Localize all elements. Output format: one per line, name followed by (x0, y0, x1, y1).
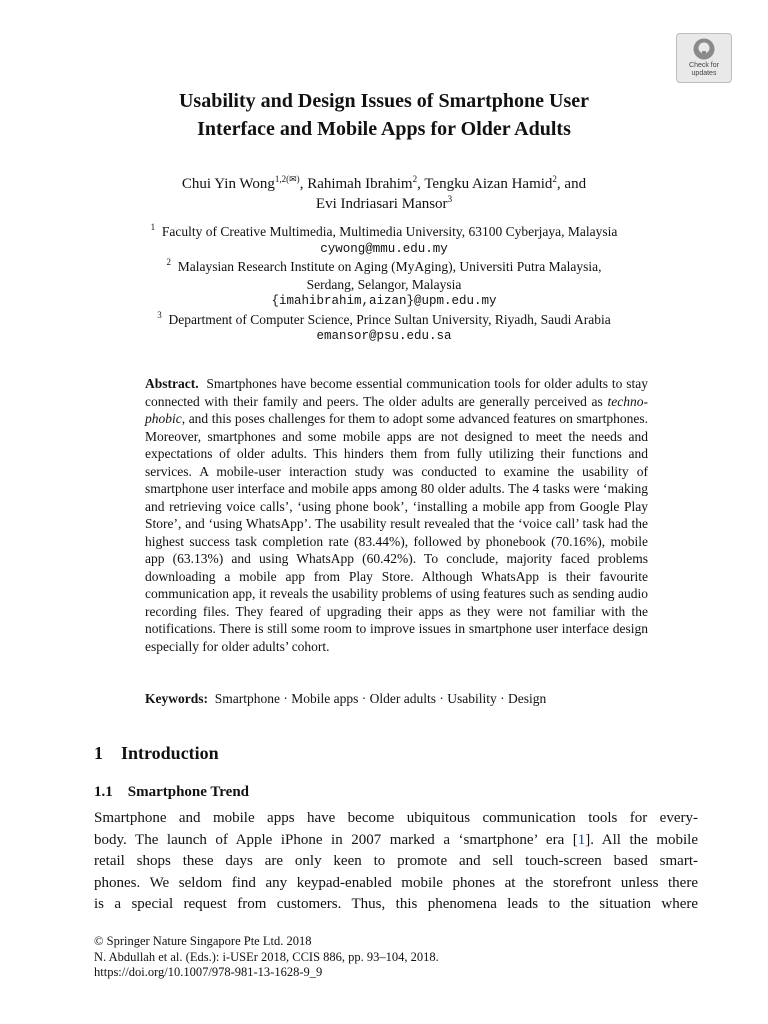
paper-title (60, 87, 708, 143)
author-name: Evi Indriasari Mansor (315, 196, 448, 212)
keywords (145, 690, 648, 708)
copyright-footer (94, 934, 439, 981)
affiliation-text: Malaysian Research Institute on Aging (MyAging), Universiti Putra Malaysia, (177, 259, 602, 274)
affiliation-email-1[interactable]: cywong@mmu.edu.my (320, 241, 448, 256)
affiliations (60, 223, 708, 346)
author-affil-mark: 2 (412, 174, 418, 184)
abstract-text-part2: and this poses challenges for them to adopt some advanced features on smartphones. Moreover, smartphones and some mobile apps are not designed to meet the needs and expectations of older adults. This hinders them from fully utilizing their functions and services. A mobile-user interaction study was conducted to examine the usability of smartphone user interface and mobile apps among 80 older adults. The 4 tasks were ‘making and retrieving voice calls’, ‘using phone book’, ‘installing a mobile app from Google Play Store’, and ‘using WhatsApp’. The usability result revealed that the ‘voice call’ task had the highest success task completion rate (83.44%), followed by phonebook (70.16%), mobile app (63.13%) and using WhatsApp (60.42%). To conclude, majority faced problems downloading a mobile app from Play Store. Although WhatsApp is their favourite communication app, it reveals the usability problems of using features such as sending audio recording files. They feared of upgrading their apps as they were not familiar with the notifications. There is still some room to improve issues in smartphone user interface design especially for older adults’ cohort. (145, 411, 648, 654)
badge-label-line2: updates (691, 70, 717, 77)
author-name: Chui Yin Wong (181, 176, 275, 192)
author-separator: , (417, 176, 425, 192)
body-paragraph (94, 808, 698, 916)
abstract-label: Abstract. (145, 376, 199, 391)
body-text: ]. All the mobile (585, 831, 698, 848)
author-affil-mark: 1,2(✉) (274, 174, 300, 184)
body-line (94, 830, 698, 852)
citation-link[interactable]: 1 (577, 831, 586, 848)
author-name: Rahimah Ibrahim (307, 176, 413, 192)
title-line-1: Usability and Design Issues of Smartphone User (178, 90, 590, 112)
abstract-text-part1: Smartphones have become essential communication tools for older adults to stay connected with their family and peers. The older adults are generally perceived as (145, 376, 649, 409)
subsection-heading (94, 782, 249, 802)
subsection-title: Smartphone Trend (127, 784, 250, 800)
author-name: Tengku Aizan Hamid (424, 176, 553, 192)
author-line-2 (60, 194, 708, 214)
check-for-updates-icon (692, 37, 716, 61)
author-list (60, 174, 708, 214)
body-text: body. The launch of Apple iPhone in 2007 marked a ‘smartphone’ era [ (94, 831, 578, 848)
affiliation-number: 2 (166, 257, 172, 267)
affiliation-email-3[interactable]: emansor@psu.edu.sa (316, 329, 452, 343)
author-affil-mark: 2 (552, 174, 557, 184)
affiliation-text: Faculty of Creative Multimedia, Multimedia University, 63100 Cyberjaya, Malaysia (161, 224, 618, 239)
keywords-label: Keywords: (145, 691, 208, 706)
affiliation-2-cont: Serdang, Selangor, Malaysia (306, 276, 462, 292)
abstract-emphasis: techno-phobic, (145, 393, 648, 426)
section-title: Introduction (121, 743, 219, 763)
footer-doi-link[interactable]: https://doi.org/10.1007/978-981-13-1628-9_9 (94, 965, 323, 979)
body-line: Smartphone and mobile apps have become ubiquitous communication tools for every- (94, 810, 698, 826)
body-line: is a special request from customers. Thus, this phenomena leads to the situation where (94, 896, 698, 912)
author-line-1 (60, 174, 708, 194)
affiliation-text: Department of Computer Science, Prince Sultan University, Riyadh, Saudi Arabia (168, 311, 611, 327)
affiliation-2 (60, 258, 708, 276)
keywords-list: Smartphone · Mobile apps · Older adults · Usability · Design (214, 691, 547, 706)
affiliation-email-2[interactable]: {imahibrahim,aizan}@upm.edu.my (271, 294, 497, 308)
affiliation-1 (60, 223, 708, 241)
badge-label-line1: Check for (689, 62, 719, 69)
section-number: 1 (94, 743, 103, 763)
affiliation-number: 1 (150, 222, 156, 232)
title-line-2: Interface and Mobile Apps for Older Adults (197, 118, 571, 140)
subsection-number: 1.1 (94, 784, 113, 800)
body-line: phones. We seldom find any keypad-enabled mobile phones at the storefront unless there (94, 874, 698, 891)
check-for-updates-badge[interactable] (676, 33, 732, 83)
footer-citation: N. Abdullah et al. (Eds.): i-USEr 2018, CCIS 886, pp. 93–104, 2018. (94, 949, 439, 964)
author-separator: , (299, 176, 308, 192)
affiliation-3 (60, 311, 708, 329)
author-separator: , and (556, 176, 587, 192)
author-affil-mark: 3 (447, 194, 453, 204)
abstract (145, 375, 648, 655)
affiliation-number: 3 (157, 309, 162, 320)
footer-copyright: © Springer Nature Singapore Pte Ltd. 2018 (94, 934, 312, 948)
section-heading (94, 742, 219, 764)
body-line: retail shops these days are only keen to promote and sell touch-screen based smart- (94, 853, 698, 869)
